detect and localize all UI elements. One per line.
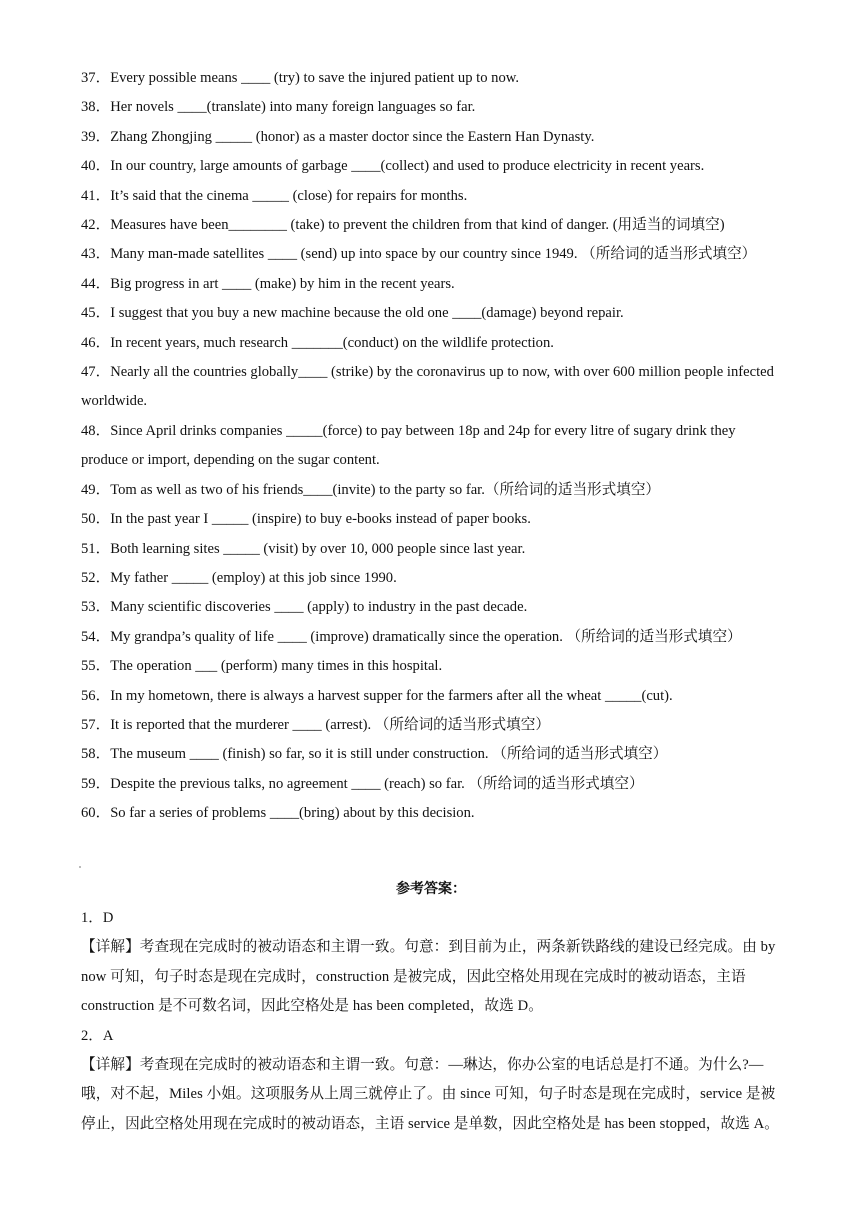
question-42: 42．Measures have been________ (take) to prevent the children from that kind of danger. (用适当的词填空) bbox=[81, 217, 725, 234]
question-52: 52．My father _____ (employ) at this job since 1990. bbox=[81, 569, 397, 586]
question-47: 47．Nearly all the countries globally____ (strike) by the coronavirus up to now, with over 600 million people infected worldwide. bbox=[81, 364, 774, 410]
answer-1-label: 1．D bbox=[81, 910, 114, 926]
question-57: 57．It is reported that the murderer ____ (arrest). （所给词的适当形式填空） bbox=[81, 716, 550, 733]
question-50: 50．In the past year I _____ (inspire) to buy e-books instead of paper books. bbox=[81, 511, 531, 528]
answer-1-detail: 【详解】考查现在完成时的被动语态和主谓一致。句意：到目前为止，两条新铁路线的建设已经完成。由 by now 可知，句子时态是现在完成时，construction 是被完成，因此空格处用现在完成时的被动语态，主语 construction 是不可数名词，因此空格处是 has been completed，故选 D。 bbox=[81, 939, 776, 1015]
stray-mark bbox=[79, 866, 81, 868]
question-58: 58．The museum ____ (finish) so far, so it is still under construction. （所给词的适当形式填空） bbox=[81, 746, 668, 763]
question-49: 49．Tom as well as two of his friends____(invite) to the party so far.（所给词的适当形式填空） bbox=[81, 481, 661, 498]
question-56: 56．In my hometown, there is always a harvest supper for the farmers after all the wheat _____(cut). bbox=[81, 687, 673, 704]
answer-2-label: 2．A bbox=[81, 1027, 114, 1044]
question-list bbox=[81, 64, 781, 829]
question-37: 37．Every possible means ____ (try) to save the injured patient up to now. bbox=[81, 70, 519, 86]
question-38: 38．Her novels ____(translate) into many foreign languages so far. bbox=[81, 99, 476, 116]
answer-2-detail: 【详解】考查现在完成时的被动语态和主谓一致。句意：—琳达，你办公室的电话总是打不通。为什么?—哦，对不起，Miles 小姐。这项服务从上周三就停止了。由 since 可知，句子时态是现在完成时，service 是被停止，因此空格处用现在完成时的被动语态，主语 service 是单数，因此空格处是 has been stopped，故选 A。 bbox=[81, 1057, 779, 1132]
question-41: 41．It’s said that the cinema _____ (close) for repairs for months. bbox=[81, 187, 468, 204]
question-40: 40．In our country, large amounts of garbage ____(collect) and used to produce electricity in recent years. bbox=[81, 158, 705, 175]
question-48: 48．Since April drinks companies _____(force) to pay between 18p and 24p for every litre of sugary drink they produce or import, depending on the sugar content. bbox=[81, 422, 736, 469]
question-54: 54．My grandpa’s quality of life ____ (improve) dramatically since the operation. （所给词的适当形式填空） bbox=[81, 628, 742, 645]
question-51: 51．Both learning sites _____ (visit) by over 10, 000 people since last year. bbox=[81, 540, 526, 557]
question-53: 53．Many scientific discoveries ____ (apply) to industry in the past decade. bbox=[81, 599, 528, 616]
question-43: 43．Many man-made satellites ____ (send) up into space by our country since 1949. （所给词的适当形式填空） bbox=[81, 246, 757, 263]
answer-section bbox=[81, 874, 781, 1139]
question-55: 55．The operation ___ (perform) many times in this hospital. bbox=[81, 658, 443, 675]
question-59: 59．Despite the previous talks, no agreement ____ (reach) so far. （所给词的适当形式填空） bbox=[81, 775, 644, 792]
answer-title: 参考答案： bbox=[396, 881, 466, 897]
question-45: 45．I suggest that you buy a new machine because the old one ____(damage) beyond repair. bbox=[81, 305, 624, 322]
question-46: 46．In recent years, much research _______(conduct) on the wildlife protection. bbox=[81, 334, 554, 351]
question-60: 60．So far a series of problems ____(bring) about by this decision. bbox=[81, 805, 475, 822]
question-44: 44．Big progress in art ____ (make) by him in the recent years. bbox=[81, 275, 455, 292]
question-39: 39．Zhang Zhongjing _____ (honor) as a master doctor since the Eastern Han Dynasty. bbox=[81, 128, 595, 145]
